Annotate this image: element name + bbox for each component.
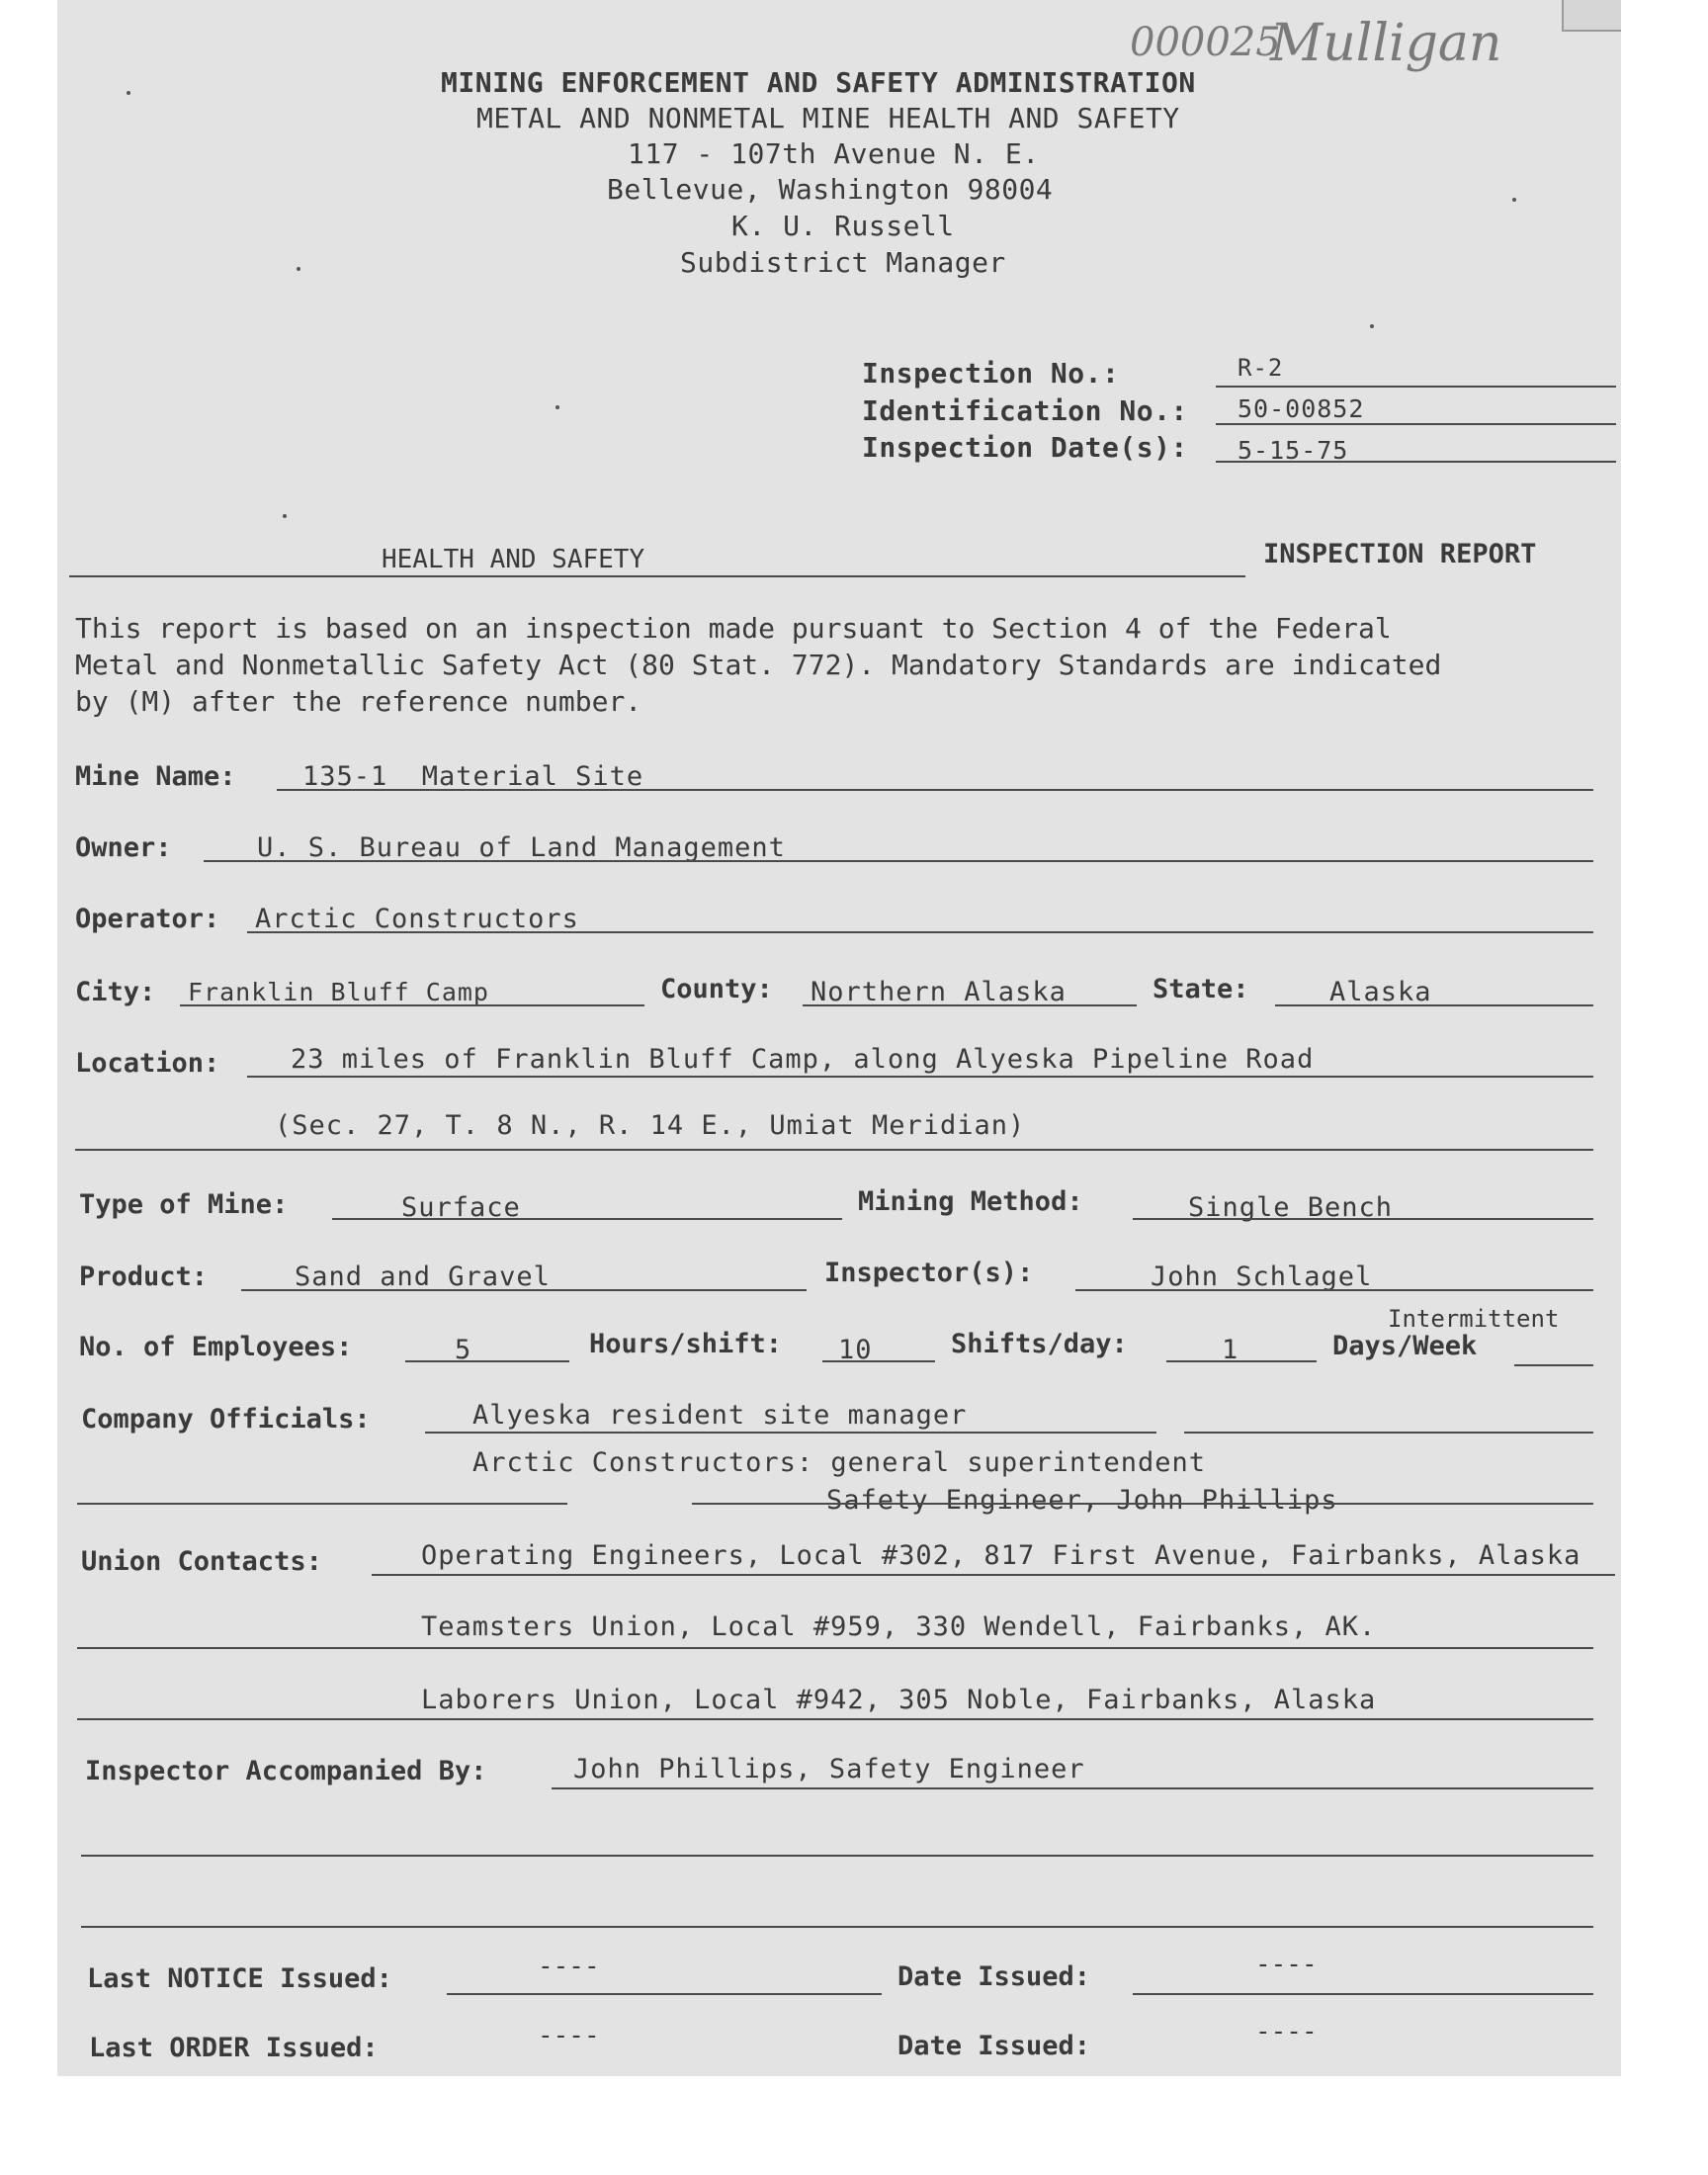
union-contact-1-line [372,1574,1615,1576]
notice-date-label: Date Issued: [897,1961,1091,1992]
owner-label: Owner: [75,832,172,863]
owner-line [204,860,1593,862]
scan-speck [127,91,130,95]
union-contact-2: Teamsters Union, Local #959, 330 Wendell, Fairbanks, AK. [421,1611,1377,1642]
employees-value: 5 [455,1335,472,1365]
header-manager-name: K. U. Russell [731,210,955,242]
inspectors-line [1075,1289,1593,1291]
type-of-mine-value: Surface [401,1192,521,1223]
order-date-value: ---- [1255,2017,1318,2046]
inspection-no-line [1216,386,1616,388]
days-per-week-line [1514,1364,1593,1366]
header-division: METAL AND NONMETAL MINE HEALTH AND SAFETY [476,102,1180,134]
identification-no-line [1216,423,1616,425]
order-date-label: Date Issued: [897,2031,1091,2061]
inspection-date-value: 5-15-75 [1238,436,1349,465]
union-contact-3-line [77,1718,1593,1720]
intro-line-3: by (M) after the reference number. [75,685,642,718]
handwritten-signature: Mulligan [1270,14,1502,73]
city-value: Franklin Bluff Camp [188,978,489,1006]
notice-date-line [1133,1993,1593,1995]
days-per-week-label: Days/Week [1332,1331,1478,1361]
notice-date-value: ---- [1255,1950,1318,1979]
days-per-week-value: Intermittent [1388,1305,1560,1333]
accompanied-by-value: John Phillips, Safety Engineer [573,1754,1085,1784]
owner-value: U. S. Bureau of Land Management [257,832,786,863]
blank-line-1 [81,1855,1593,1857]
last-order-label: Last ORDER Issued: [89,2033,379,2063]
inspection-no-value: R-2 [1238,354,1284,382]
last-notice-value: ---- [538,1952,600,1981]
union-contact-3: Laborers Union, Local #942, 305 Noble, Fairbanks, Alaska [421,1685,1377,1715]
header-agency: MINING ENFORCEMENT AND SAFETY ADMINISTRATION [441,66,1196,99]
company-officials-label: Company Officials: [81,1404,371,1435]
type-of-mine-line [332,1218,842,1220]
report-title-line [69,575,1245,577]
mining-method-label: Mining Method: [858,1186,1083,1217]
company-officials-rule-2a [77,1503,567,1505]
shifts-line [1166,1360,1317,1362]
intro-line-1: This report is based on an inspection made pursuant to Section 4 of the Federal [75,612,1392,645]
state-label: State: [1153,974,1249,1004]
company-officials-rule-1b [1184,1432,1593,1434]
company-officials-line-3: Safety Engineer, John Phillips [826,1485,1338,1516]
product-value: Sand and Gravel [295,1262,551,1292]
location-line-1: 23 miles of Franklin Bluff Camp, along Alyeska Pipeline Road [291,1044,1315,1075]
company-officials-rule-2b [692,1503,1593,1505]
shifts-value: 1 [1222,1335,1239,1365]
product-label: Product: [79,1262,209,1292]
location-line-2-rule [75,1149,1593,1151]
header-manager-title: Subdistrict Manager [680,246,1006,279]
mining-method-line [1133,1218,1593,1220]
identification-no-label: Identification No.: [862,394,1188,427]
last-notice-label: Last NOTICE Issued: [87,1963,392,1994]
scan-edge [1562,0,1621,32]
scan-speck [283,514,287,518]
company-officials-rule-1a [425,1432,1156,1434]
employees-label: No. of Employees: [79,1332,353,1362]
city-line [180,1004,644,1006]
scan-speck [297,267,300,271]
identification-no-value: 50-00852 [1238,394,1365,423]
company-officials-line-1: Alyeska resident site manager [472,1400,968,1431]
location-line-2: (Sec. 27, T. 8 N., R. 14 E., Umiat Meridian) [275,1110,1026,1141]
hours-label: Hours/shift: [589,1329,783,1359]
operator-line [247,931,1593,933]
blank-line-2 [81,1926,1593,1928]
mine-name-line [277,789,1593,791]
report-title-left: HEALTH AND SAFETY [382,545,645,574]
type-of-mine-label: Type of Mine: [79,1189,289,1220]
document-number-stamp: 000025 [1130,20,1281,65]
union-contacts-label: Union Contacts: [81,1546,322,1577]
intro-line-2: Metal and Nonmetallic Safety Act (80 Stat. 772). Mandatory Standards are indicated [75,649,1442,681]
county-label: County: [660,974,773,1004]
mine-name-value: 135-1 Material Site [302,761,644,792]
employees-line [405,1360,569,1362]
scan-speck [1512,198,1516,202]
company-officials-line-2: Arctic Constructors: general superintendent [472,1447,1206,1478]
hours-line [822,1360,935,1362]
inspection-no-label: Inspection No.: [862,357,1120,390]
operator-value: Arctic Constructors [255,904,579,934]
accompanied-by-label: Inspector Accompanied By: [85,1756,487,1786]
report-title-right: INSPECTION REPORT [1263,539,1537,569]
scan-speck [555,405,559,409]
union-contact-1: Operating Engineers, Local #302, 817 First Avenue, Fairbanks, Alaska [421,1540,1581,1571]
mine-name-label: Mine Name: [75,761,236,792]
header-street: 117 - 107th Avenue N. E. [628,137,1040,170]
inspectors-label: Inspector(s): [824,1258,1034,1288]
mining-method-value: Single Bench [1188,1192,1394,1223]
county-line [803,1004,1137,1006]
shifts-label: Shifts/day: [951,1329,1128,1359]
accompanied-by-line [552,1787,1593,1789]
scan-speck [1370,324,1374,328]
union-contact-2-line [77,1647,1593,1649]
city-label: City: [75,977,156,1007]
last-notice-line [447,1993,882,1995]
hours-value: 10 [838,1335,873,1365]
county-value: Northern Alaska [811,977,1067,1007]
last-order-value: ---- [538,2021,600,2050]
inspection-date-label: Inspection Date(s): [862,431,1188,464]
state-line [1275,1004,1593,1006]
operator-label: Operator: [75,904,220,934]
state-value: Alaska [1329,977,1432,1007]
location-line-1-rule [247,1076,1593,1078]
location-label: Location: [75,1048,220,1079]
inspectors-value: John Schlagel [1151,1262,1373,1292]
inspection-date-line [1216,461,1616,463]
header-city: Bellevue, Washington 98004 [607,173,1054,206]
product-line [241,1289,807,1291]
